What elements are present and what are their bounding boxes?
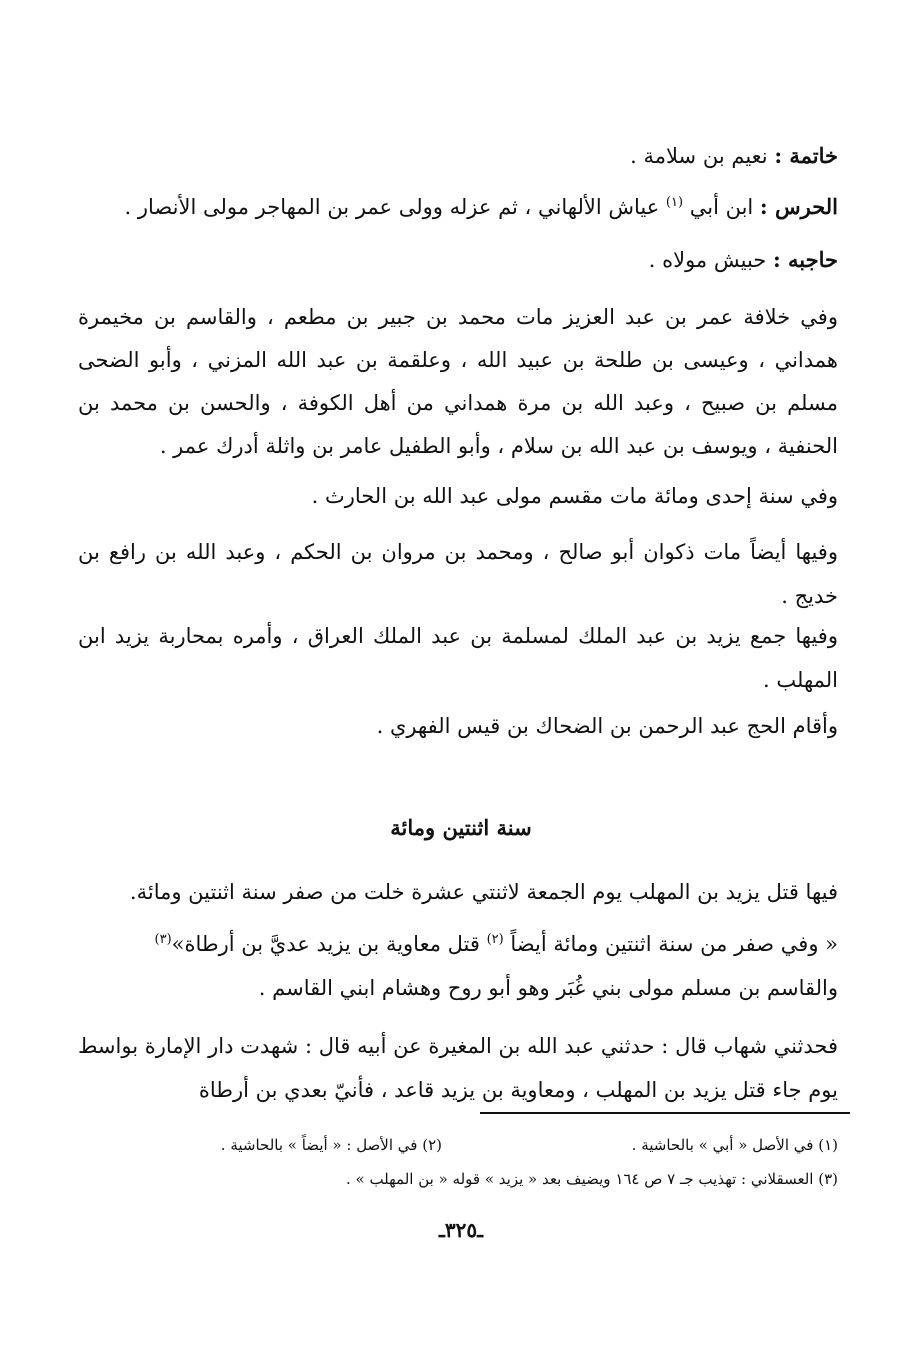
paragraph-also: وفيها أيضاً مات ذكوان أبو صالح ، ومحمد بن مروان بن الحكم ، وعبد الله بن رافع بن خديج .	[78, 540, 838, 608]
official-line-seal	[78, 136, 838, 176]
official-value: نعيم بن سلامة .	[630, 144, 775, 168]
official-value: عياش الألهاني ، ثم عزله وولى عمر بن المهاجر مولى الأنصار .	[124, 195, 666, 219]
paragraph-year-102: فيها قتل يزيد بن المهلب يوم الجمعة لاثنتي عشرة خلت من صفر سنة اثنتين ومائة.	[129, 880, 838, 904]
footnote-marker: (٢)	[486, 932, 504, 947]
official-value: ابن أبي	[683, 195, 760, 219]
official-value: حبيش مولاه .	[648, 248, 773, 272]
footnote-marker: (٣)	[154, 932, 172, 947]
official-line-guard	[78, 187, 838, 227]
footnote-2: (٢) في الأصل : « أيضاً » بالحاشية .	[220, 1136, 442, 1154]
footnote-marker: (١)	[665, 195, 684, 210]
official-label: الحرس :	[759, 194, 838, 219]
official-line-chamberlain	[78, 240, 838, 280]
page-number: ـ٣٢٥ـ	[439, 1218, 483, 1242]
paragraph-shihab: فحدثني شهاب قال : حدثني عبد الله بن المغيرة عن أبيه قال : شهدت دار الإمارة بواسط يوم جاء قتل يزيد بن المهلب ، ومعاوية بن يزيد قاعد ، فأنيّ بعدي بن أرطاة	[78, 1034, 838, 1102]
paragraph-safar-text: « وفي صفر من سنة اثنتين ومائة أيضاً	[503, 932, 838, 956]
paragraph-safar-line2: والقاسم بن مسلم مولى بني غُبَر وهو أبو روح وهشام ابني القاسم .	[258, 976, 838, 1000]
footnote-rule	[480, 1112, 850, 1114]
paragraph-iraq: وفيها جمع يزيد بن عبد الملك لمسلمة بن عبد الملك العراق ، وأمره بمحاربة يزيد ابن المهلب .	[78, 624, 838, 692]
paragraph-hajj: وأقام الحج عبد الرحمن بن الضحاك بن قيس الفهري .	[376, 714, 838, 738]
paragraph-safar-text: قتل معاوية بن يزيد عديَّ بن أرطاة»	[171, 932, 487, 956]
section-heading: سنة اثنتين ومائة	[390, 815, 532, 840]
footnote-3: (٣) العسقلاني : تهذيب جـ ٧ ص ١٦٤ ويضيف بعد « يزيد » قوله « بن المهلب » .	[345, 1170, 838, 1188]
official-label: حاجبه :	[772, 247, 838, 272]
paragraph-year-101: وفي سنة إحدى ومائة مات مقسم مولى عبد الله بن الحارث .	[311, 484, 838, 508]
paragraph-deaths: وفي خلافة عمر بن عبد العزيز مات محمد بن جبير بن مطعم ، والقاسم بن مخيمرة همداني ، وعيسى بن طلحة بن عبيد الله ، وعلقمة بن عبد الله المزني ، وأبو الضحى مسلم بن صبيح ، وعبد الله بن مرة همداني من أهل الكوفة ، والحسن بن محمد بن الحنفية ، ويوسف بن عبد الله بن سلام ، وأبو الطفيل عامر بن واثلة أدرك عمر .	[78, 305, 838, 458]
official-label: خاتمة :	[774, 143, 838, 168]
footnote-1: (١) في الأصل « أبي » بالحاشية .	[631, 1136, 838, 1154]
paragraph-safar-line1	[78, 924, 838, 964]
